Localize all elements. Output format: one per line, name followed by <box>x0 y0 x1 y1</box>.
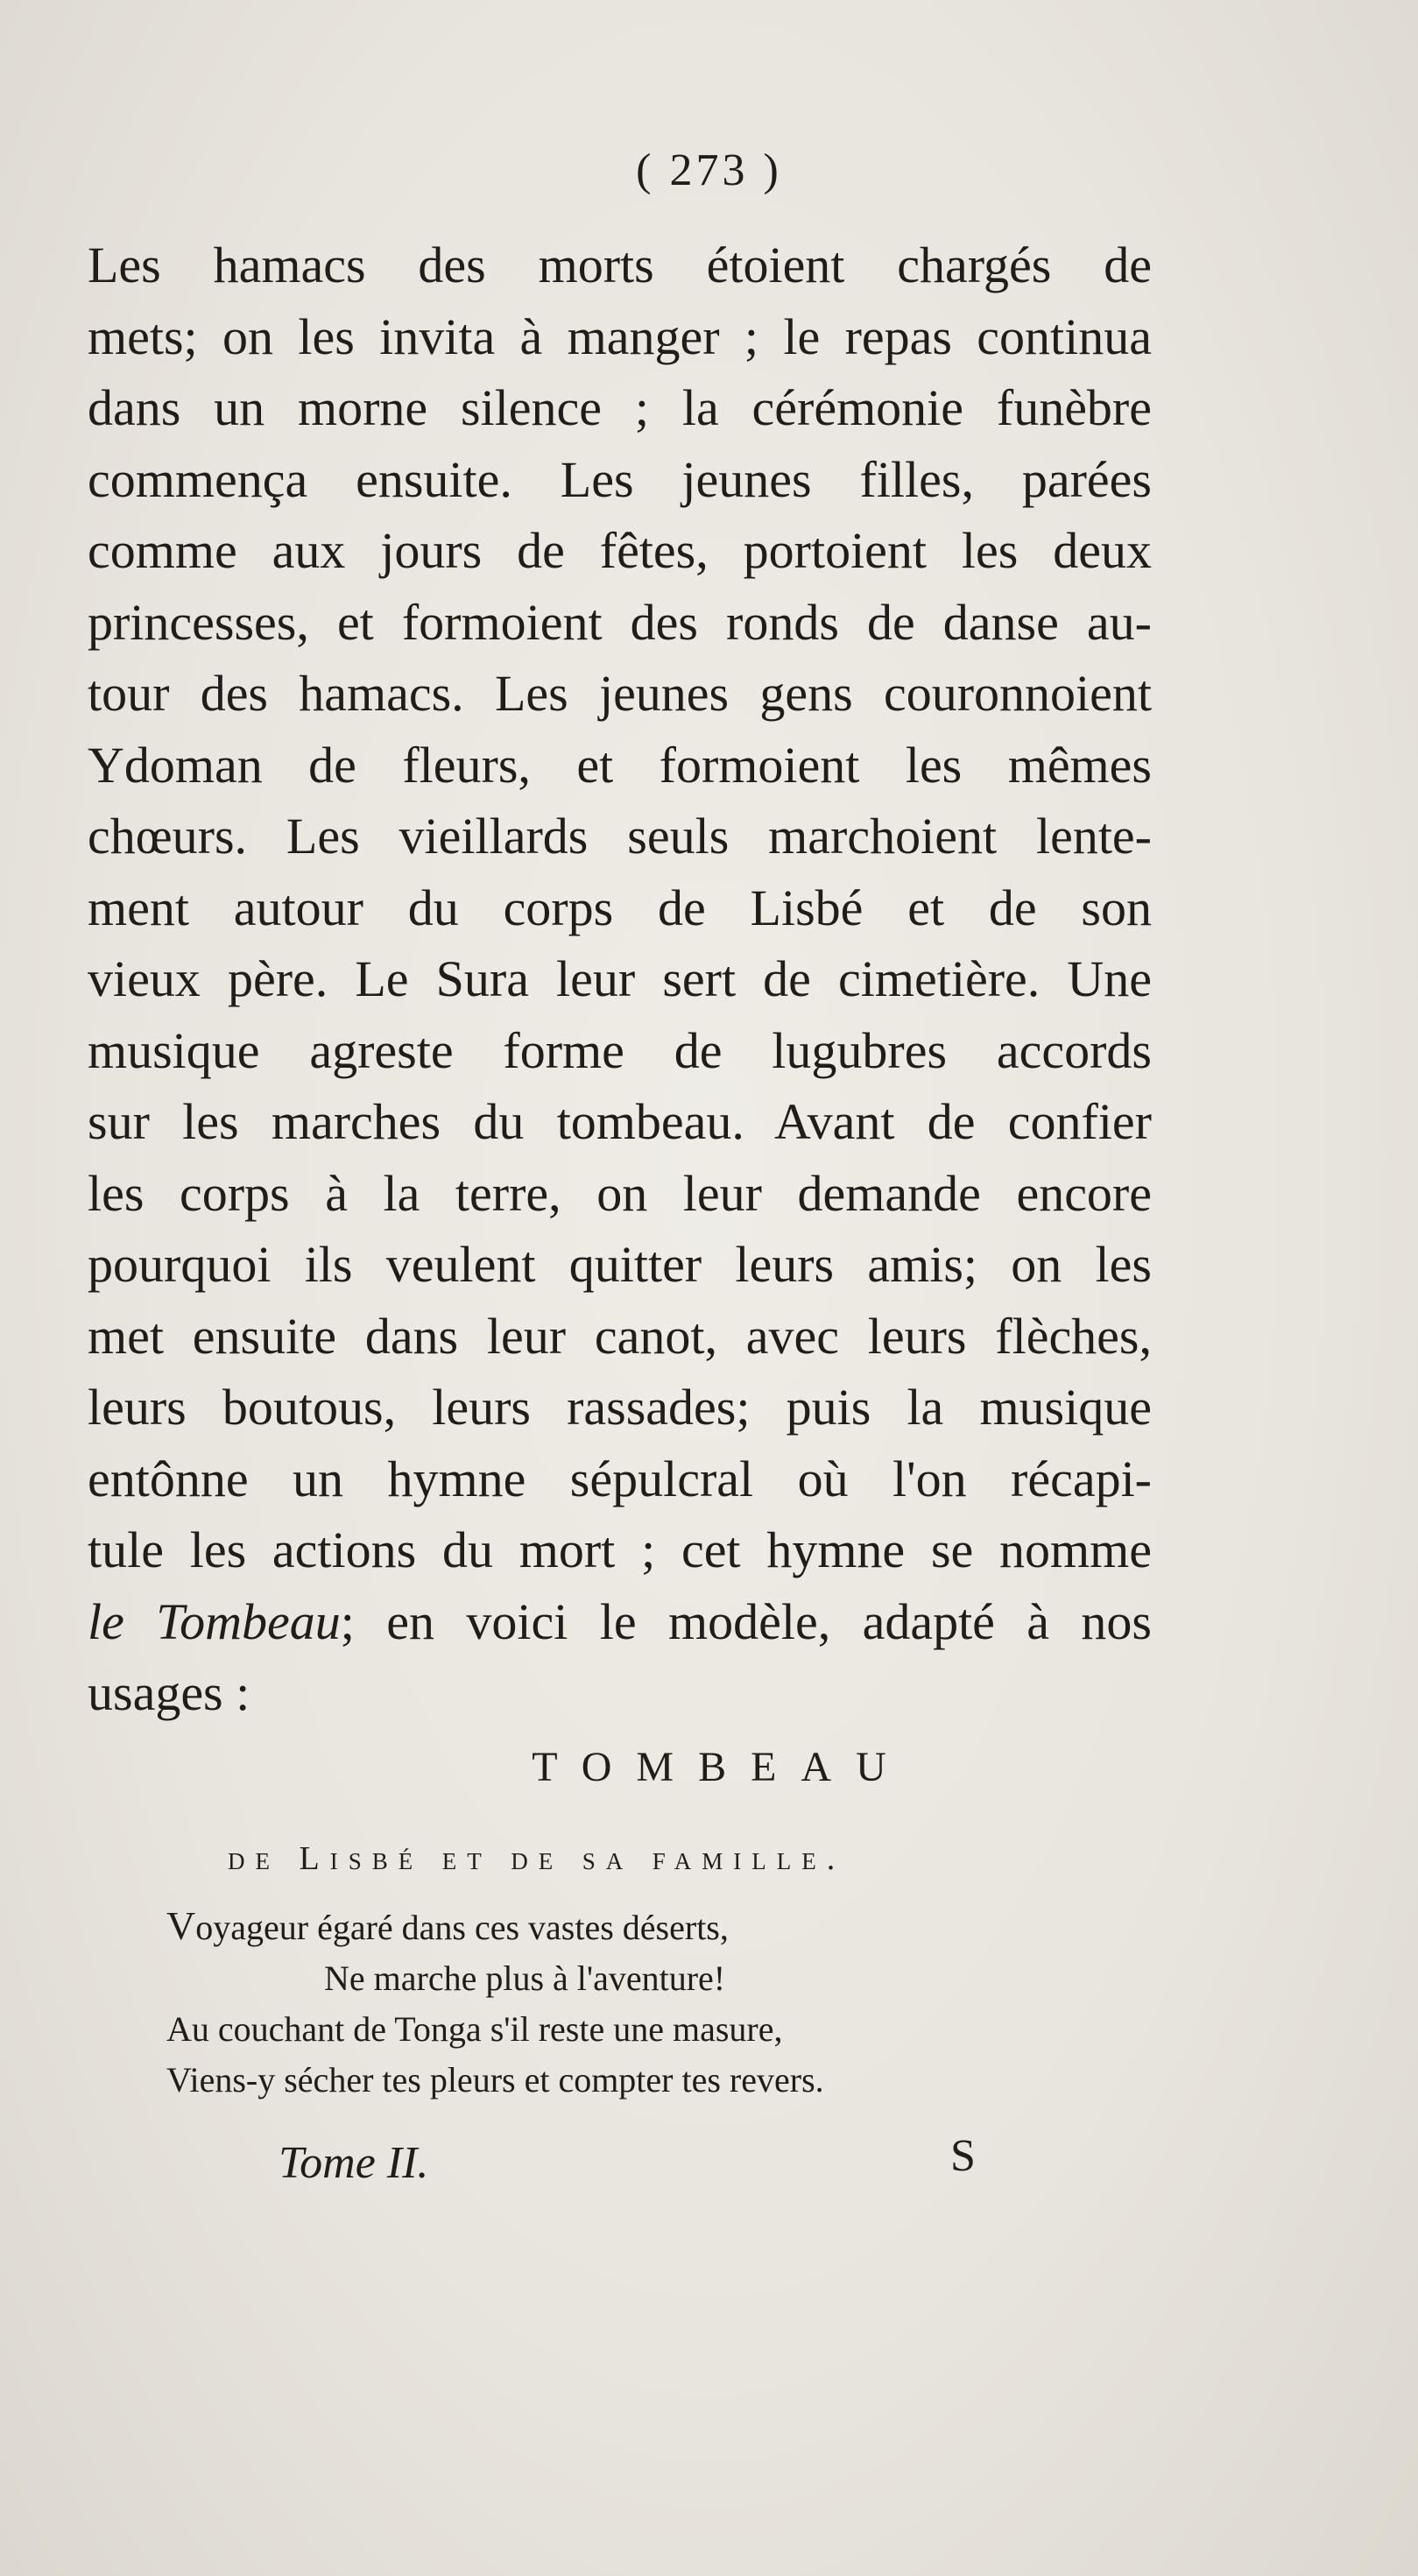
prose-paragraph <box>88 229 1152 1729</box>
text-line-rest: ; en voici le modèle, adapté à nos <box>340 1592 1152 1650</box>
page-footer <box>0 2131 1418 2198</box>
text-line: Ydoman de fleurs, et formoient les mêmes <box>88 736 1152 794</box>
text-line: mets; on les invita à manger ; le repas continua <box>88 307 1152 365</box>
text-line: dans un morne silence ; la cérémonie funèbre <box>88 379 1152 436</box>
text-line: Les hamacs des morts étoient chargés de <box>88 236 1152 293</box>
italic-title-reference: le Tombeau <box>88 1592 341 1650</box>
text-line: chœurs. Les vieillards seuls marchoient lente- <box>88 808 1152 865</box>
text-line: sur les marches du tombeau. Avant de confier <box>88 1093 1152 1150</box>
text-line: leurs boutous, leurs rassades; puis la musique <box>88 1379 1152 1436</box>
text-line: comme aux jours de fêtes, portoient les deux <box>88 522 1152 579</box>
text-line: met ensuite dans leur canot, avec leurs flèches, <box>88 1307 1152 1365</box>
verse-line: Voyageur égaré dans ces vastes déserts, <box>166 1903 729 1948</box>
text-line: entônne un hymne sépulcral où l'on récapi- <box>88 1450 1152 1507</box>
verse-line: Viens-y sécher tes pleurs et compter tes revers. <box>166 2060 824 2100</box>
text-line: commença ensuite. Les jeunes filles, parées <box>88 450 1152 508</box>
text-line: ment autour du corps de Lisbé et de son <box>88 879 1152 936</box>
text-line: tour des hamacs. Les jeunes gens couronnoient <box>88 665 1152 722</box>
text-line-with-italic <box>88 1586 1152 1658</box>
volume-label: Tome II. <box>279 2138 429 2188</box>
page-number: ( 273 ) <box>636 145 782 195</box>
poem-title: TOMBEAU <box>532 1744 911 1790</box>
text-line: vieux père. Le Sura leur sert de cimetière. Une <box>88 950 1152 1007</box>
poem-verses <box>166 1901 1174 2106</box>
text-line: musique agreste forme de lugubres accords <box>88 1021 1152 1079</box>
poem-subtitle: de Lisbé et de sa famille. <box>228 1840 846 1877</box>
text-line: tule les actions du mort ; cet hymne se nomme <box>88 1521 1152 1578</box>
text-line: pourquoi ils veulent quitter leurs amis; on les <box>88 1236 1152 1293</box>
text-line: princesses, et formoient des ronds de danse au- <box>88 593 1152 651</box>
verse-line: Ne marche plus à l'aventure! <box>324 1958 726 1998</box>
text-line: usages : <box>88 1664 250 1721</box>
signature-mark: S <box>950 2131 976 2181</box>
text-line: les corps à la terre, on leur demande encore <box>88 1164 1152 1222</box>
verse-line: Au couchant de Tonga s'il reste une masure, <box>166 2009 783 2049</box>
